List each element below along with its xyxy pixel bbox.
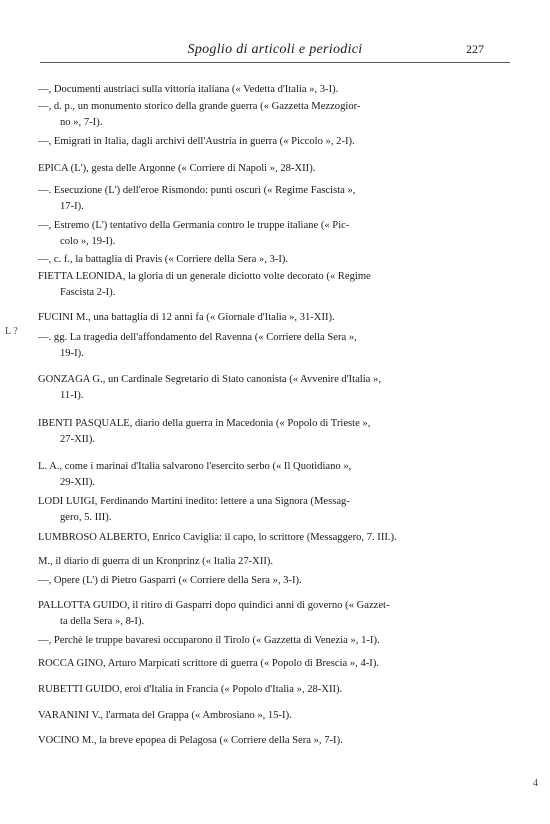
entry-line: —, Emigrati in Italia, dagli archivi dell'Austria in guerra (« Piccolo », 2-I). [38,136,355,147]
entry-continuation: 29-XII). [60,477,96,488]
bibliography-entry [38,633,480,649]
bibliography-entry [38,372,480,404]
entry-line: —, c. f., la battaglia di Pravis (« Corriere della Sera », 3-I). [38,254,289,265]
entry-continuation: no », 7-I). [60,117,103,128]
bibliography-entry [38,269,480,301]
bibliography-entry [38,494,480,526]
page-number: 227 [466,42,484,56]
bibliography-entry [38,554,480,570]
entry-line: VOCINO M., la breve epopea di Pelagosa (« Corriere della Sera », 7-I). [38,735,343,746]
bibliography-entry [38,134,480,150]
entry-line: LUMBROSO ALBERTO, Enrico Caviglia: il capo, lo scrittore (Messaggero, 7. III.). [38,532,397,543]
bibliography-entry [38,459,480,491]
entry-line: M., il diario di guerra di un Kronprinz (« Italia 27-XII). [38,556,274,567]
entry-continuation: 11-I). [60,390,84,401]
entry-line: GONZAGA G., un Cardinale Segretario di Stato canonista (« Avvenire d'Italia », [38,374,381,385]
entry-continuation: Fascista 2-I). [60,287,116,298]
entry-line: ROCCA GINO, Arturo Marpicati scrittore di guerra (« Popolo di Brescia », 4-I). [38,658,379,669]
bibliography-entry [38,733,480,749]
entry-line: —. Esecuzione (L') dell'eroe Rismondo: punti oscuri (« Regime Fascista », [38,185,356,196]
entry-continuation: 17-I). [60,201,84,212]
entry-continuation: ta della Sera », 8-I). [60,616,145,627]
entry-line: —, Documenti austriaci sulla vittoria italiana (« Vedetta d'Italia », 3-I). [38,84,339,95]
bibliography-entry [38,183,480,215]
bibliography-entry [38,99,480,131]
entry-line: —, Opere (L') di Pietro Gasparri (« Corriere della Sera », 3-I). [38,575,302,586]
header-rule [40,62,510,63]
page-header [0,40,550,64]
entry-line: IBENTI PASQUALE, diario della guerra in Macedonia (« Popolo di Trieste », [38,418,371,429]
bibliography-entry [38,161,480,177]
bibliography-entry [38,82,480,98]
margin-mark: L ? [5,326,18,337]
entry-continuation: 19-I). [60,348,84,359]
entry-line: L. A., come i marinai d'Italia salvarono l'esercito serbo (« Il Quotidiano », [38,461,352,472]
entry-continuation: gero, 5. III). [60,512,112,523]
entry-continuation: 27-XII). [60,434,96,445]
bibliography-entry [38,598,480,630]
bibliography-entry [38,656,480,672]
entry-line: LODI LUIGI, Ferdinando Martini inedito: lettere a una Signora (Messag- [38,496,350,507]
entry-line: RUBETTI GUIDO, eroi d'Italia in Francia (« Popolo d'Italia », 28-XII). [38,684,343,695]
bibliography-entry [38,330,480,362]
entry-continuation: colo », 19-I). [60,236,116,247]
entry-line: FIETTA LEONIDA, la gloria di un generale diciotto volte decorato (« Regime [38,271,371,282]
running-title: Spoglio di articoli e periodici [187,42,363,57]
entry-line: —, d. p., un monumento storico della grande guerra (« Gazzetta Mezzogior- [38,101,361,112]
entry-line: PALLOTTA GUIDO, il ritiro di Gasparri dopo quindici anni di governo (« Gazzet- [38,600,390,611]
bibliography-entry [38,573,480,589]
bibliography-entry [38,416,480,448]
bibliography-entry [38,530,480,546]
entry-line: FUCINI M., una battaglia di 12 anni fa (« Giornale d'Italia », 31-XII). [38,312,335,323]
corner-mark: 4 [533,778,538,789]
entry-line: EPICA (L'), gesta delle Argonne (« Corriere di Napoli », 28-XII). [38,163,316,174]
bibliography-entry [38,310,480,326]
bibliography-entry [38,252,480,268]
bibliography-entry [38,708,480,724]
entry-line: —, Perchè le truppe bavaresi occuparono il Tirolo (« Gazzetta di Venezia », 1-I). [38,635,380,646]
entry-line: —, Estremo (L') tentativo della Germania contro le truppe italiane (« Pic- [38,220,350,231]
bibliography-entry [38,682,480,698]
entry-line: VARANINI V., l'armata del Grappa (« Ambrosiano », 15-I). [38,710,292,721]
entry-line: —. gg. La tragedia dell'affondamento del Ravenna (« Corriere della Sera », [38,332,357,343]
bibliography-entry [38,218,480,250]
